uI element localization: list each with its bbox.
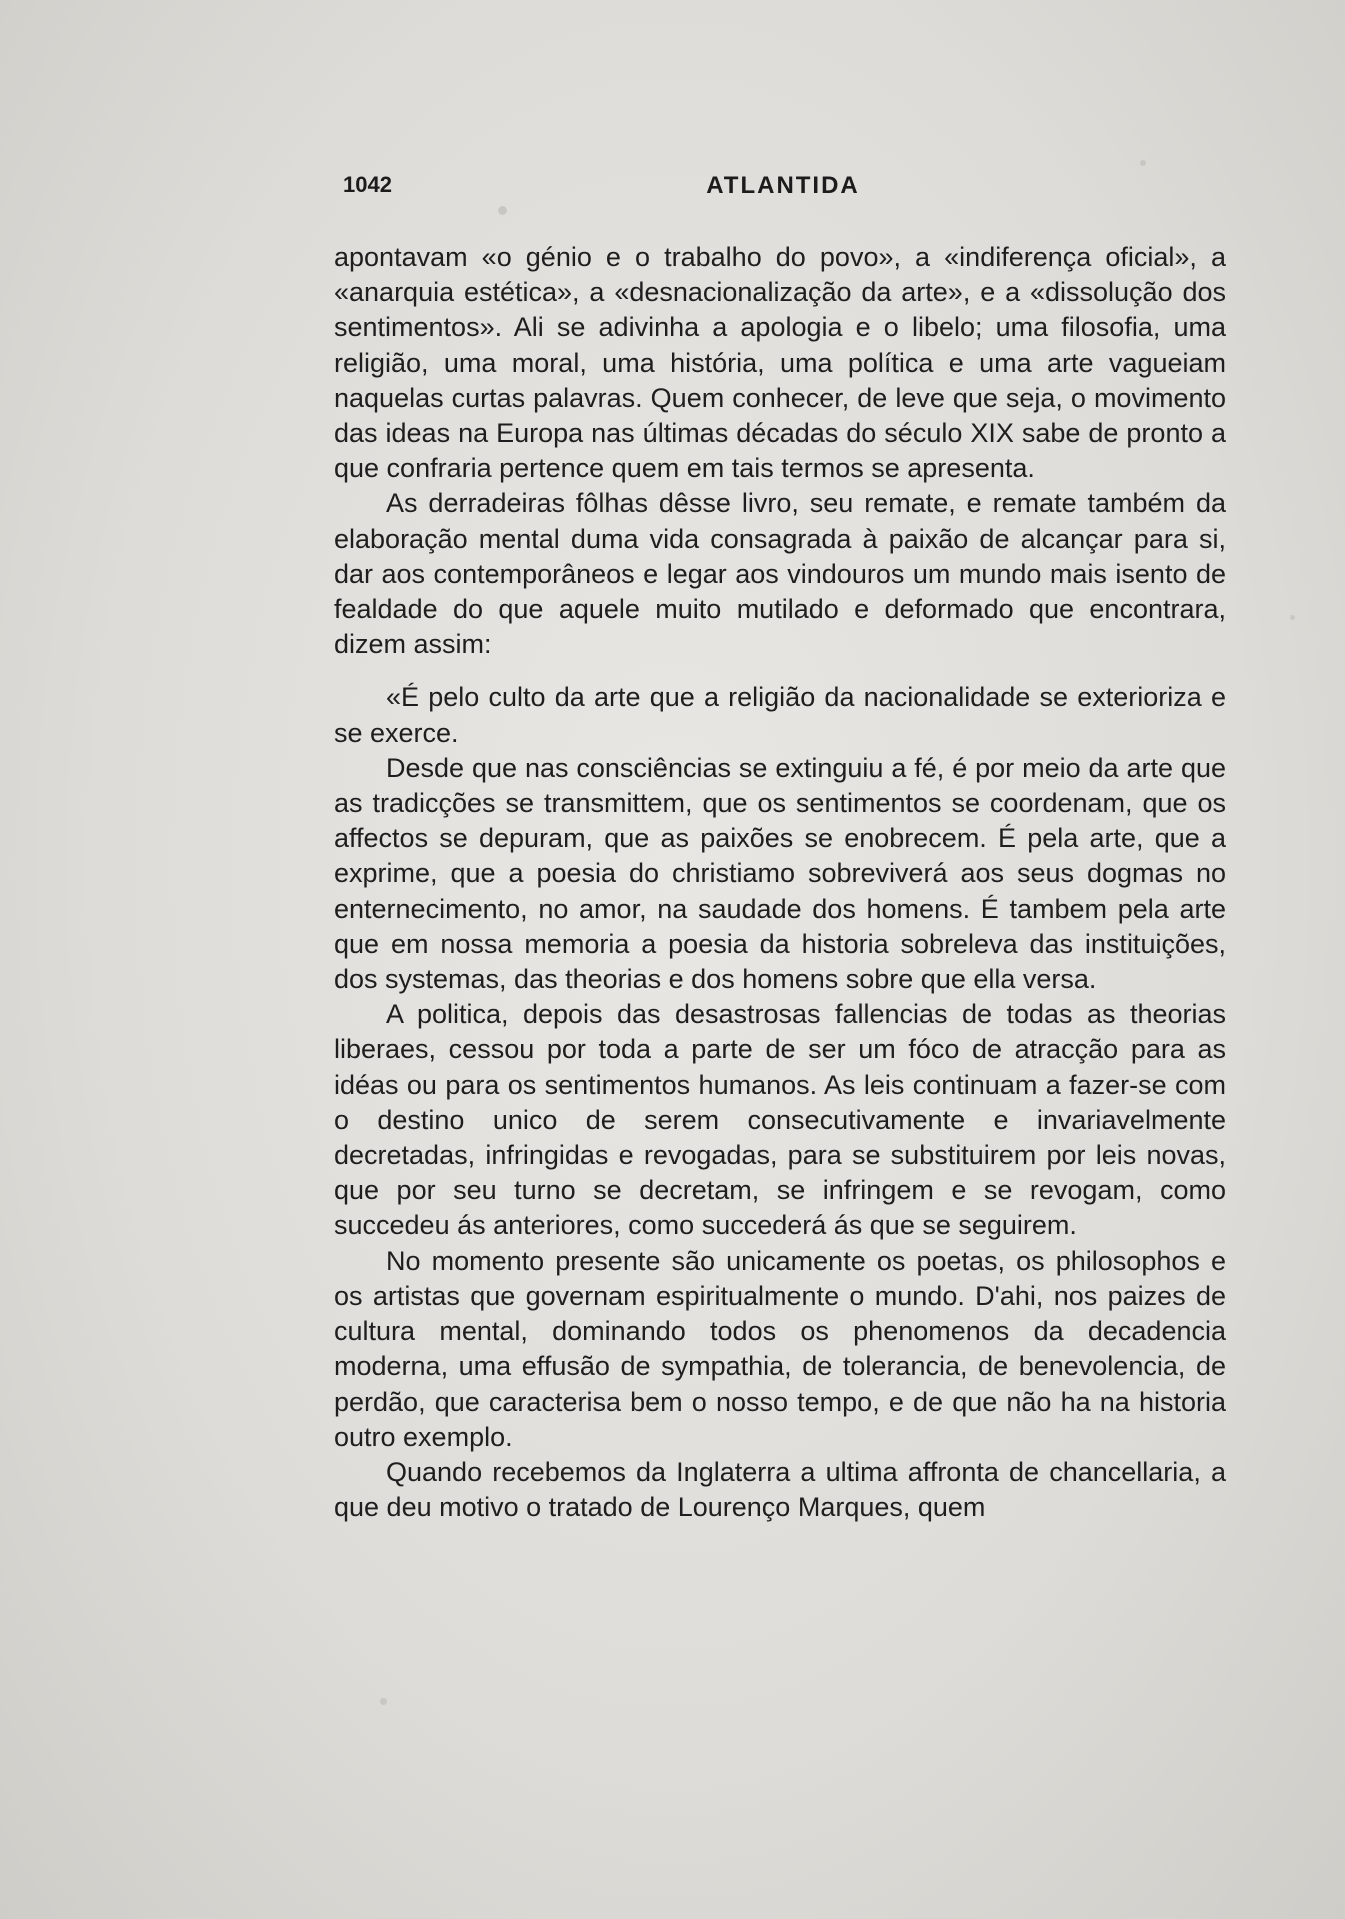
paragraph: apontavam «o génio e o trabalho do povo», a «indiferença oficial», a «anarquia estética», a «desnacionalização da arte», e a «dissolução dos sentimentos». Ali se adivinha a apologia e o libelo; uma filosofia, uma religião, uma moral, uma história, uma política e uma arte vagueiam naquelas curtas palavras. Quem conhecer, de leve que seja, o movimento das ideas na Europa nas últimas décadas do século XIX sabe de pronto a que confraria pertence quem em tais termos se apresenta. [334, 242, 1226, 484]
paper-speck [1290, 615, 1295, 620]
quote-paragraph: A politica, depois das desastrosas fallencias de todas as theorias liberaes, cessou por toda a parte de ser um fóco de atracção para as idéas ou para os sentimentos humanos. As leis continuam a fazer-se com o destino unico de serem consecutivamente e invariavelmente decretadas, infringidas e revogadas, para se substituirem por leis novas, que por seu turno se decretam, se infringem e se revogam, como succedeu ás anteriores, como succederá ás que se seguirem. [334, 999, 1226, 1241]
paper-speck [1140, 160, 1146, 166]
running-title: ATLANTIDA [706, 172, 860, 199]
quote-paragraph: Quando recebemos da Inglaterra a ultima affronta de chancellaria, a que deu motivo o tratado de Lourenço Marques, quem [334, 1456, 1226, 1523]
quote-paragraph: Desde que nas consciências se extinguiu a fé, é por meio da arte que as tradicções se transmittem, que os sentimentos se coordenam, que os affectos se depuram, que as paixões se enobrecem. É pela arte, que a exprime, que a poesia do christiamo sobreviverá aos seus dogmas no enternecimento, no amor, na saudade dos homens. É tambem pela arte que em nossa memoria a poesia da historia sobreleva das instituições, dos systemas, das theorias e dos homens sobre que ella versa. [334, 752, 1226, 995]
body-text [334, 240, 1226, 1525]
page-number: 1042 [343, 172, 392, 197]
quote-paragraph: «É pelo culto da arte que a religião da nacionalidade se exterioriza e se exerce. [334, 682, 1226, 748]
paragraph: As derradeiras fôlhas dêsse livro, seu remate, e remate também da elaboração mental duma vida consagrada à paixão de alcançar para si, dar aos contemporâneos e legar aos vindouros um mundo mais isento de fealdade do que aquele muito mutilado e deformado que encontrara, dizem assim: [334, 488, 1226, 660]
paper-speck [380, 1698, 387, 1705]
quote-paragraph: No momento presente são unicamente os poetas, os philosophos e os artistas que governam espiritualmente o mundo. D'ahi, nos paizes de cultura mental, dominando todos os phenomenos da decadencia moderna, uma effusão de sympathia, de tolerancia, de benevolencia, de perdão, que caracterisa bem o nosso tempo, e de que não ha na historia outro exemplo. [334, 1245, 1226, 1452]
page-header [343, 172, 1223, 212]
